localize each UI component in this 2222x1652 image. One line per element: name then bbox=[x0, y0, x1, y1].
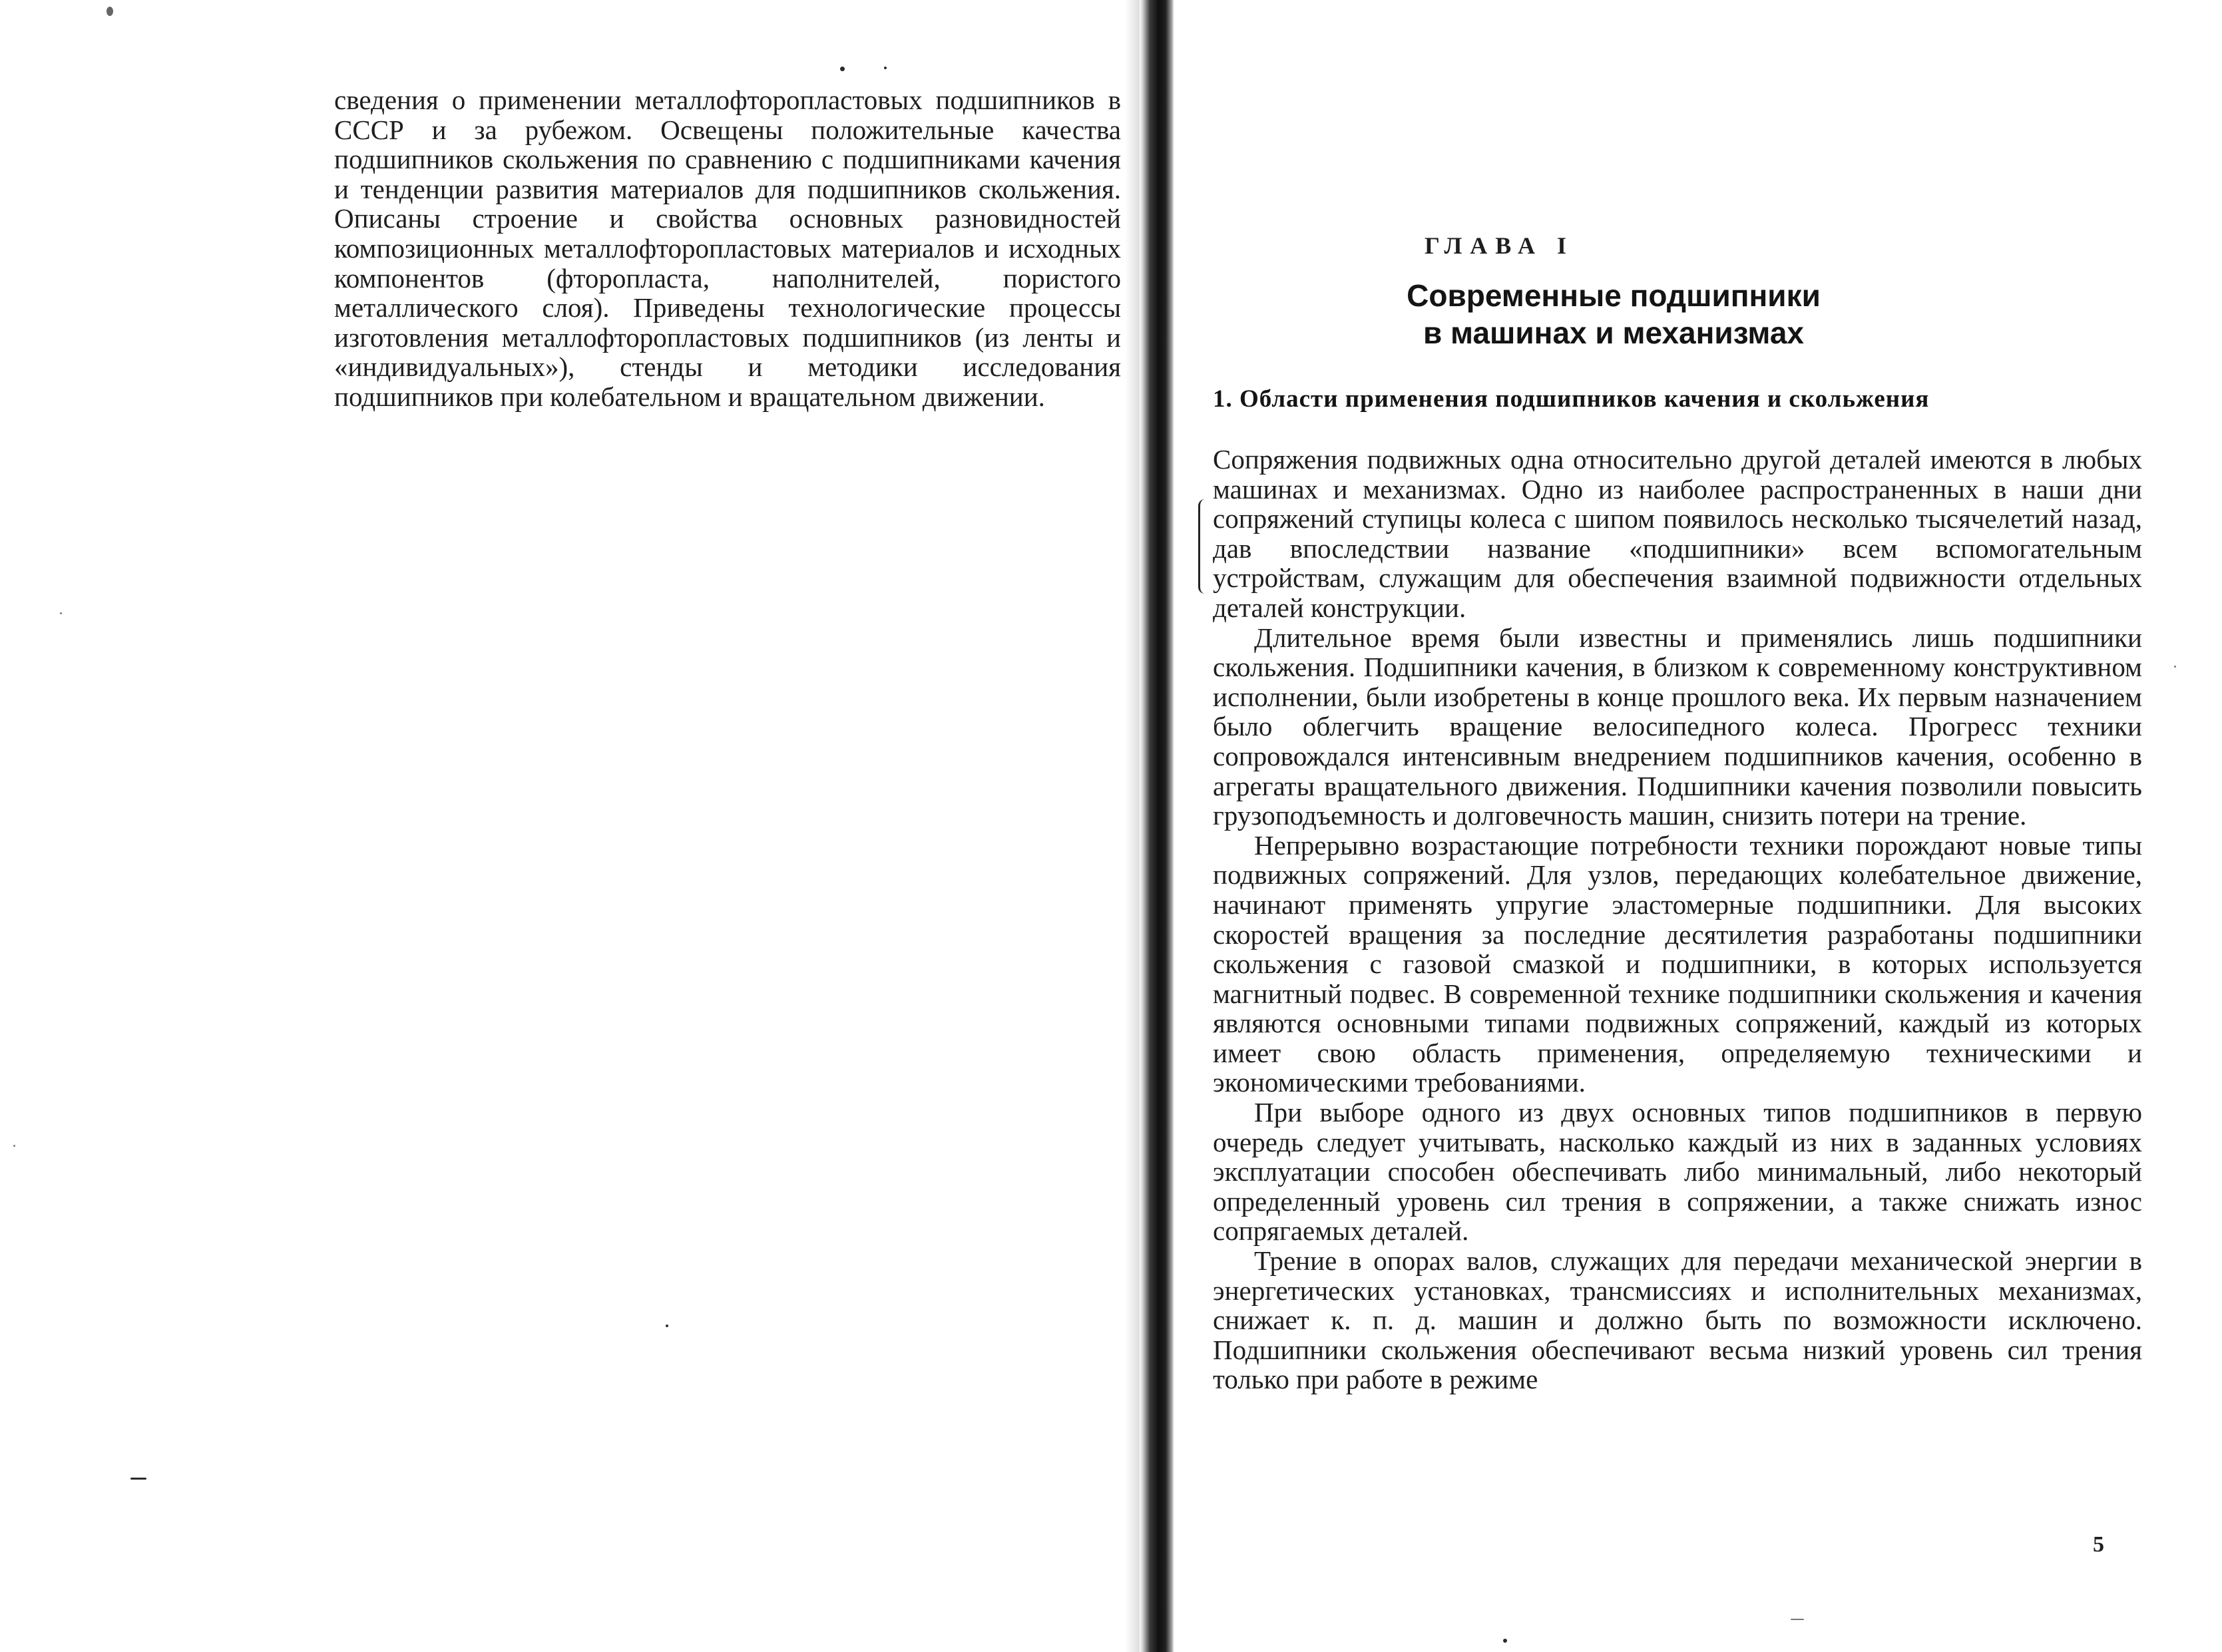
left-paragraph: сведения о применении металлофторопластовых подшипников в СССР и за рубежом. Освещены положительные качества подшипников скольжения по сравнению с подшипниками качения и тенденции развития материалов для подшипников скольжения. Описаны строение и свойства основных разновидностей композиционных металлофторопластовых материалов и исходных компонентов (фторопласта, наполнителей, пористого металлического слоя). Приведены технологические процессы изготовления металлофторопластовых подшипников (из ленты и «индивидуальных»), стенды и методики исследования подшипников при колебательном и вращательном движении. bbox=[334, 85, 1121, 412]
scan-speck bbox=[13, 1145, 15, 1147]
scan-speck bbox=[1791, 1619, 1804, 1620]
scan-speck bbox=[2174, 666, 2176, 668]
scan-speck bbox=[1503, 1639, 1507, 1643]
scan-speck bbox=[107, 7, 113, 16]
scan-speck bbox=[840, 67, 845, 71]
scan-speck bbox=[884, 67, 887, 69]
margin-bracket-mark bbox=[1198, 499, 1208, 594]
paragraph-4: При выборе одного из двух основных типов подшипников в первую очередь следует учитывать, насколько каждый из них в заданных условиях эксплуатации способен обеспечивать либо минимальный, либо некоторый определенный уровень сил трения в сопряжении, а также снижать износ сопрягаемых деталей. bbox=[1213, 1097, 2142, 1247]
paragraph-1: Сопряжения подвижных одна относительно другой деталей имеются в любых машинах и механизмах. Одно из наиболее распространенных в наши дни сопряжений ступицы колеса с шипом появилось несколько тысячелетий назад, дав впоследствии название «подшипники» всем вспомогательным устройствам, служащим для обеспечения взаимной подвижности отдельных деталей конструкции. bbox=[1213, 444, 2142, 623]
scan-speck bbox=[666, 1325, 668, 1327]
scan-speck bbox=[130, 1478, 146, 1480]
chapter-label: ГЛАВА I bbox=[1425, 232, 1575, 259]
right-page bbox=[1174, 0, 2222, 1652]
section-heading: 1. Области применения подшипников качения и скольжения bbox=[1213, 385, 1930, 413]
scan-speck bbox=[60, 612, 62, 614]
left-text-block bbox=[334, 85, 1121, 412]
chapter-title bbox=[1361, 277, 1867, 351]
chapter-title-line-2: в машинах и механизмах bbox=[1423, 315, 1804, 350]
paragraph-2: Длительное время были известны и применялись лишь подшипники скольжения. Подшипники качения, в близком к современному конструктивном исполнении, были изобретены в конце прошлого века. Их первым назначением было облегчить вращение велосипедного колеса. Прогресс техники сопровождался интенсивным внедрением подшипников качения, особенно в агрегаты вращательного движения. Подшипники качения позволили повысить грузоподъемность и долговечность машин, снизить потери на трение. bbox=[1213, 622, 2142, 831]
page-number: 5 bbox=[2093, 1532, 2104, 1557]
paragraph-3: Непрерывно возрастающие потребности техники порождают новые типы подвижных сопряжений. Для узлов, передающих колебательное движение, начинают применять упругие эластомерные подшипники. Для высоких скоростей вращения за последние десятилетия разработаны подшипники скольжения с газовой смазкой и подшипники, в которых используется магнитный подвес. В современной технике подшипники скольжения и качения являются основными типами подвижных сопряжений, каждый из которых имеет свою область применения, определяемую техническими и экономическими требованиями. bbox=[1213, 829, 2142, 1098]
right-text-block bbox=[1213, 445, 2142, 1394]
gutter-shadow bbox=[1125, 0, 1140, 1652]
paragraph-5: Трение в опорах валов, служащих для передачи механической энергии в энергетических установках, трансмиссиях и исполнительных механизмах, снижает к. п. д. машин и должно быть по возможности исключено. Подшипники скольжения обеспечивают весьма низкий уровень сил трения только при работе в режиме bbox=[1213, 1245, 2142, 1395]
chapter-title-line-1: Современные подшипники bbox=[1407, 278, 1821, 313]
book-gutter bbox=[1140, 0, 1174, 1652]
